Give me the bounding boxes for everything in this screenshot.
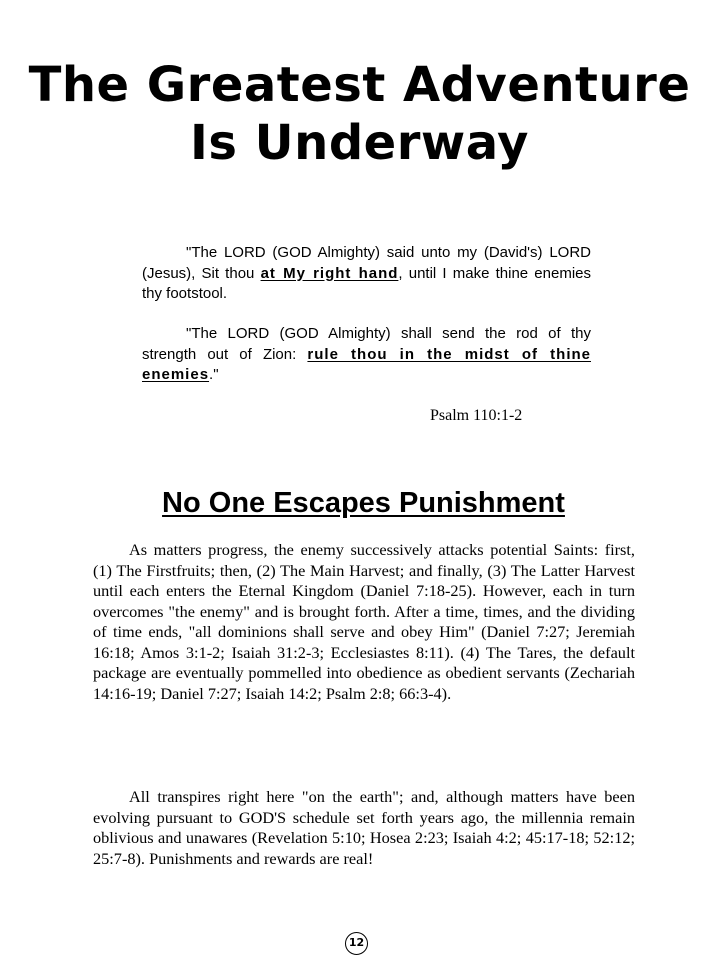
scripture-quote-1 [142, 243, 591, 305]
page-number: 12 [345, 932, 368, 955]
quote-2-tail: ." [209, 366, 219, 383]
quote-2-emphasis: rule thou in the midst of thine enemies [142, 345, 591, 383]
quote-2-text: "The LORD (GOD Almighty) shall send the rod of thy strength out of Zion: [142, 325, 591, 363]
body-paragraph-2-text: All transpires right here "on the earth"; and, although matters have been evolving pursuant to GOD'S schedule set forth years ago, the millennia remain oblivious and unawares (Revelation 5:10; Hosea 2:23; Isaiah 4:2; 45:17-18; 52:12; 25:7-8). Punishments and rewards are real! [93, 787, 635, 868]
quote-1-text: "The LORD (GOD Almighty) said unto my (David's) LORD (Jesus), Sit thou [142, 244, 591, 282]
body-paragraph-1 [93, 540, 635, 704]
scripture-citation: Psalm 110:1-2 [430, 407, 523, 424]
quote-1-tail: , until I make thine enemies thy footstool. [142, 264, 592, 302]
body-paragraph-2 [93, 787, 635, 869]
section-heading: No One Escapes Punishment [162, 487, 565, 519]
quote-1-emphasis: at My right hand [260, 264, 399, 282]
scripture-quote-2 [142, 324, 591, 386]
title-line-1: The Greatest Adventure [28, 57, 691, 113]
body-paragraph-1-text: As matters progress, the enemy successively attacks potential Saints: first, (1) The Firstfruits; then, (2) The Main Harvest; and finally, (3) The Latter Harvest until each enters the Eternal Kingdom (Daniel 7:18-25). However, each in turn overcomes "the enemy" and is brought forth. After a time, times, and the dividing of time ends, "all dominions shall serve and obey Him" (Daniel 7:27; Jeremiah 16:18; Amos 3:1-2; Isaiah 31:2-3; Ecclesiastes 8:11). (4) The Tares, the default package are eventually pommelled into obedience as obedient servants (Zechariah 14:16-19; Daniel 7:27; Isaiah 14:2; Psalm 2:8; 66:3-4). [93, 540, 635, 703]
title-line-2: Is Underway [190, 115, 529, 171]
page-title [0, 56, 719, 172]
